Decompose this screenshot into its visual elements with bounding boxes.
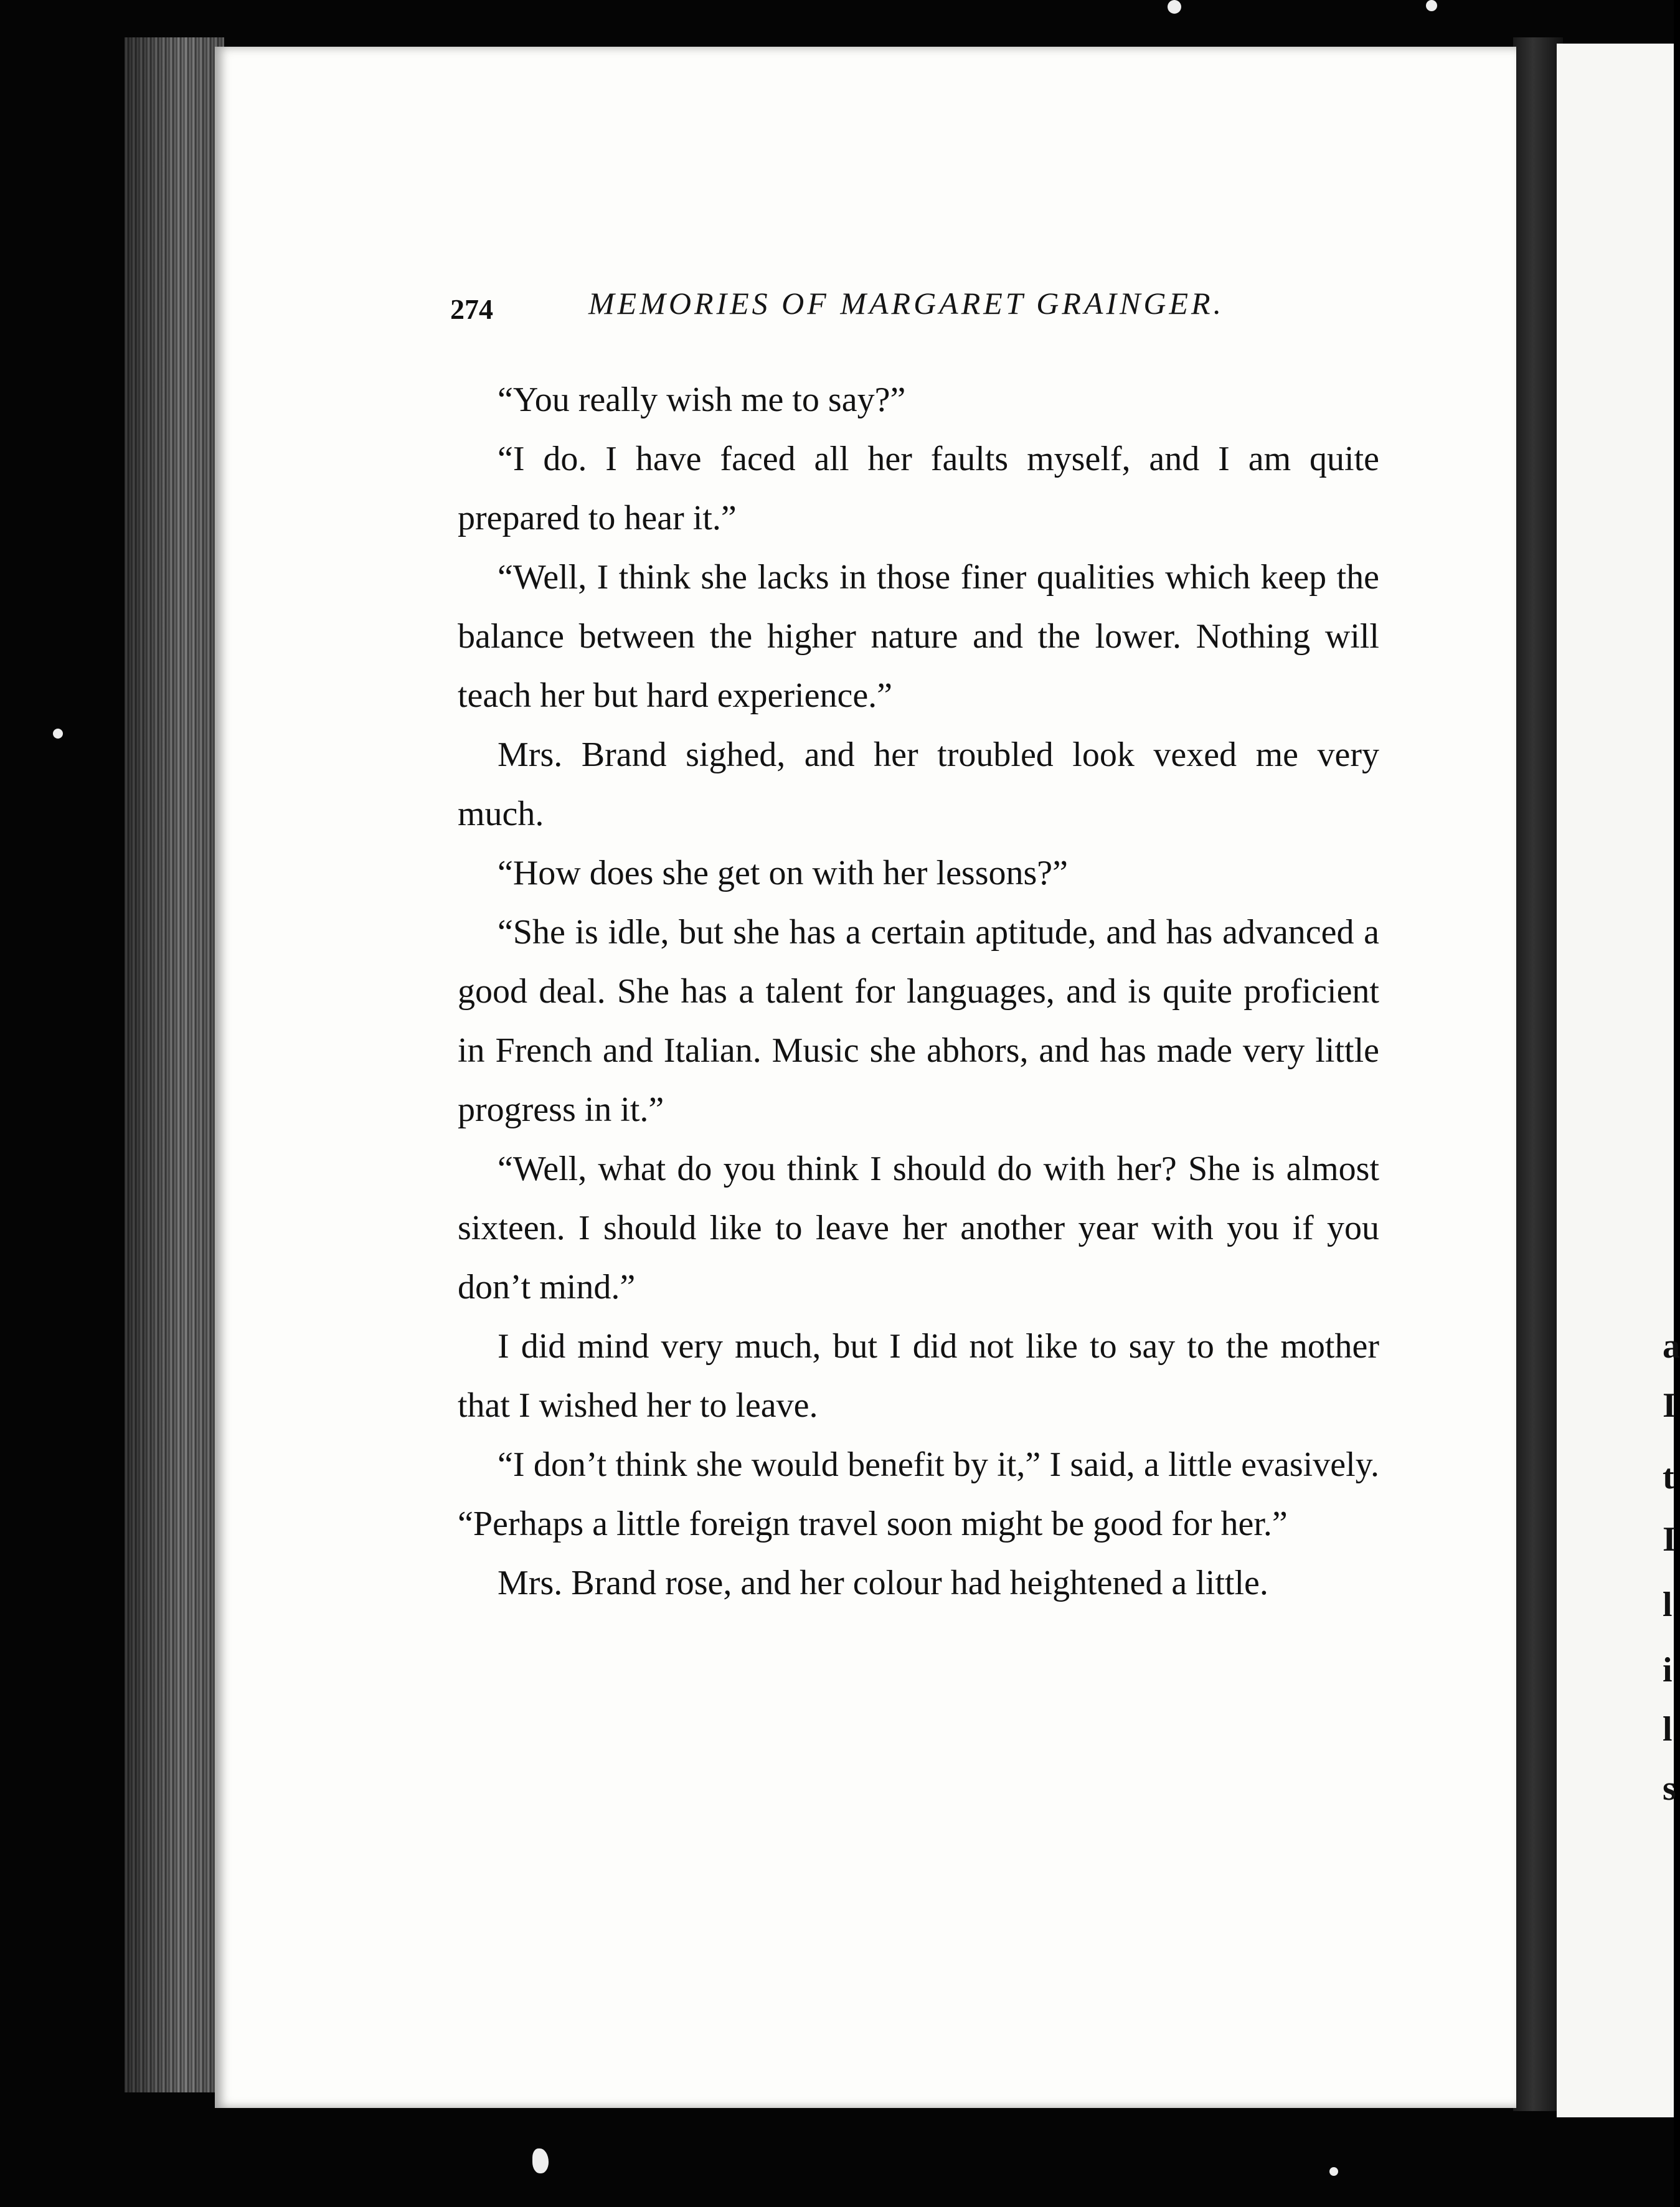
- paragraph: Mrs. Brand rose, and her colour had heightened a little.: [498, 1564, 1268, 1602]
- paragraph: “She is idle, but she has a certain aptitude, and has advanced a good deal. She has a talent for languages, and is quite proficient in French and Italian. Music she abhors, and has made very little progress in it.”: [458, 913, 1379, 1129]
- scan-speck: [1329, 2167, 1338, 2176]
- paragraph: “You really wish me to say?”: [498, 380, 906, 419]
- fore-edge-shadow: [125, 37, 224, 2092]
- facing-page-fragment: l: [1663, 1586, 1673, 1624]
- running-title: MEMORIES OF MARGARET GRAINGER.: [588, 286, 1225, 321]
- scan-speck: [532, 2148, 549, 2173]
- facing-page-fragment: I: [1663, 1520, 1676, 1559]
- paragraph: “I do. I have faced all her faults myself, and I am quite prepared to hear it.”: [458, 440, 1379, 537]
- paragraph: Mrs. Brand sighed, and her troubled look vexed me very much.: [458, 735, 1379, 833]
- body-text: [458, 371, 1379, 1613]
- facing-page: [1557, 44, 1674, 2117]
- paragraph: I did mind very much, but I did not like to say to the mother that I wished her to leave.: [458, 1327, 1379, 1425]
- facing-page-fragment: s: [1663, 1769, 1676, 1808]
- paragraph: “Well, I think she lacks in those finer qualities which keep the balance between the higher nature and the lower. Nothing will teach her but hard experience.”: [458, 558, 1379, 715]
- book-gutter: [1513, 37, 1563, 2111]
- scan-speck: [1168, 0, 1181, 14]
- facing-page-fragment: a: [1663, 1327, 1680, 1366]
- facing-page-fragment: l: [1663, 1710, 1673, 1749]
- scan-speck: [53, 729, 63, 739]
- paragraph: “How does she get on with her lessons?”: [498, 854, 1069, 892]
- running-head: [451, 280, 1261, 330]
- page-number: 274: [450, 293, 493, 325]
- facing-page-fragment: i: [1663, 1651, 1673, 1690]
- paragraph: “Well, what do you think I should do with her? She is almost sixteen. I should like to leave her another year with you if you don’t mind.”: [458, 1150, 1379, 1307]
- facing-page-fragment: I: [1663, 1386, 1676, 1425]
- scan-speck: [1426, 0, 1437, 11]
- paragraph: “I don’t think she would benefit by it,” I said, a little evasively. “Perhaps a little foreign travel soon might be good for her.”: [458, 1445, 1379, 1543]
- facing-page-fragment: t: [1663, 1458, 1674, 1496]
